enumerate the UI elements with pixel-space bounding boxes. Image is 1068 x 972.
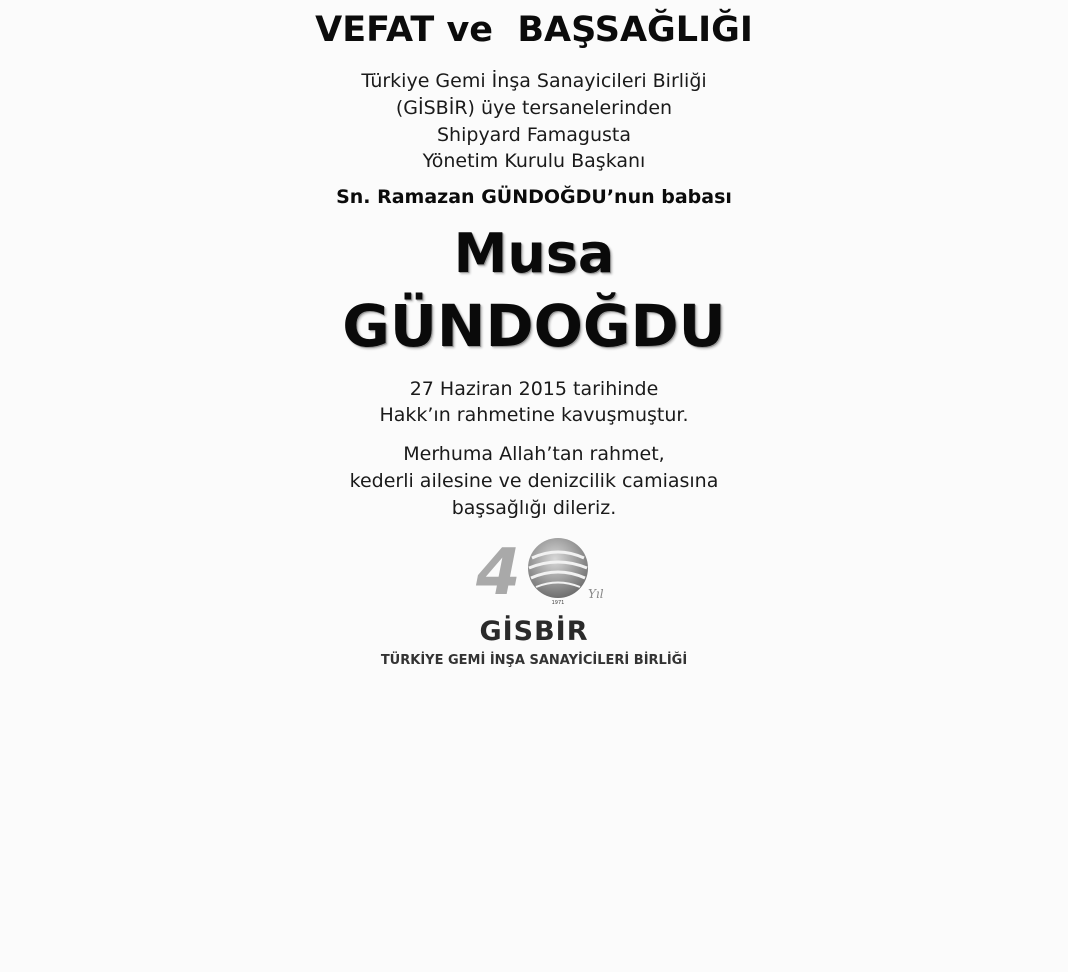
date-line: 27 Haziran 2015 tarihinde [409, 378, 659, 400]
emblem-number: 4 [476, 536, 521, 610]
intro-line: Shipyard Famagusta [437, 124, 631, 146]
emblem-year: 1971 [551, 600, 565, 606]
emblem-suffix: Yıl [588, 587, 604, 601]
logo-name: GİSBİR [479, 616, 589, 647]
deceased-first-name: Musa [453, 222, 615, 285]
notice-heading: VEFAT ve BAŞSAĞLIĞI [315, 10, 753, 50]
logo-subtitle: TÜRKİYE GEMİ İNŞA SANAYİCİLERİ BİRLİĞİ [380, 653, 688, 668]
gisbir-40-yil-globe-icon [472, 532, 612, 612]
globe-shape [528, 538, 588, 598]
intro-line: Türkiye Gemi İnşa Sanayicileri Birliği [361, 70, 707, 92]
relation-line: Sn. Ramazan GÜNDOĞDU’nun babası [336, 186, 732, 208]
date-line: Hakk’ın rahmetine kavuşmuştur. [379, 404, 689, 426]
condolence-line: Merhuma Allah’tan rahmet, [403, 443, 665, 465]
condolence-line: başsağlığı dileriz. [451, 497, 617, 519]
deceased-last-name: GÜNDOĞDU [342, 292, 726, 360]
condolence-line: kederli ailesine ve denizcilik camiasına [349, 470, 719, 492]
intro-line: Yönetim Kurulu Başkanı [422, 150, 646, 172]
intro-line: (GİSBİR) üye tersanelerinden [395, 97, 673, 119]
